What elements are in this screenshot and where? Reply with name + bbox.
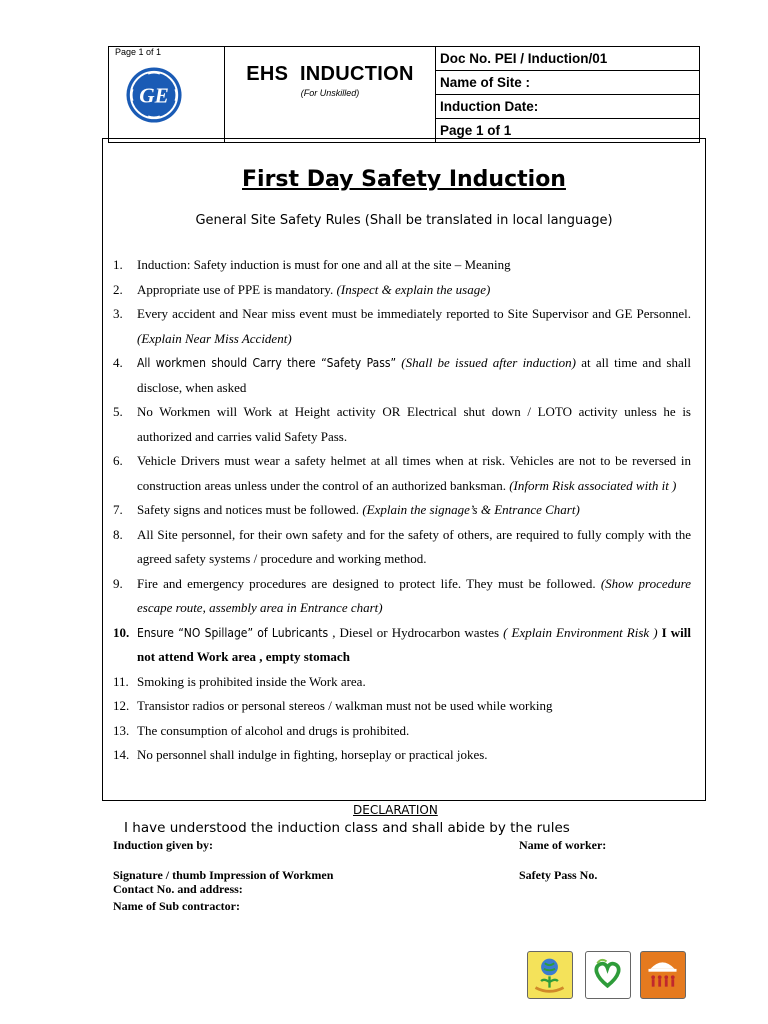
rule-number: 14. [113, 747, 130, 762]
rule-text: Fire and emergency procedures are designed to protect life. They must be followed. [137, 575, 601, 591]
rule-number: 3. [113, 306, 123, 321]
induction-given-by-label: Induction given by: [113, 838, 214, 852]
rule-number: 7. [113, 502, 123, 517]
rule-number: 11. [113, 673, 129, 689]
heart-hands-icon [585, 951, 631, 999]
rule-number: 1. [113, 257, 123, 272]
rule-text: Transistor radios or personal stereos / walkman must not be used while working [137, 698, 553, 713]
rule-item [113, 572, 691, 621]
header-title: EHS INDUCTION [246, 63, 414, 85]
rule-item [113, 670, 691, 695]
rule-number: 4. [113, 355, 123, 370]
rule-number: 2. [113, 281, 123, 297]
declaration-heading: DECLARATION [353, 803, 438, 817]
rule-item [113, 498, 691, 523]
rule-item [113, 694, 691, 719]
rule-note: (Explain Near Miss Accident) [137, 330, 292, 346]
rule-item [113, 351, 691, 400]
rule-text: Vehicle Drivers must wear a safety helmet at all times when at risk. Vehicles are not to be reversed in construction areas unless under the control of an authorized banksman. [137, 453, 691, 493]
rule-item [113, 449, 691, 498]
page-number: Page 1 of 1 [436, 119, 700, 143]
page-subtitle: General Site Safety Rules (Shall be translated in local language) [195, 213, 613, 228]
rule-number: 9. [113, 575, 123, 591]
logo-lettering: GE [139, 83, 169, 108]
doc-number: Doc No. PEI / Induction/01 [436, 47, 700, 71]
rule-text: Safety signs and notices must be followed. [137, 502, 363, 517]
rule-text: Every accident and Near miss event must be immediately reported to Site Supervisor and GE Personnel. [137, 306, 691, 321]
rule-note: (Inform Risk associated with it ) [509, 477, 677, 493]
rules-list [113, 253, 691, 768]
rule-note: (Inspect & explain the usage) [336, 281, 491, 297]
rule-text: No Workmen will Work at Height activity OR Electrical shut down / LOTO activity unless he is authorized and carries valid Safety Pass. [137, 404, 691, 444]
rule-text: Smoking is prohibited inside the Work area. [137, 673, 366, 689]
rule-item [113, 621, 691, 670]
document-header [108, 46, 700, 143]
rule-number: 8. [113, 526, 123, 542]
rule-note: ( Explain Environment Risk ) [503, 624, 658, 640]
rules-box [102, 138, 706, 801]
rule-number: 5. [113, 404, 123, 419]
site-name-field: Name of Site : [436, 71, 700, 95]
declaration-text: I have understood the induction class and shall abide by the rules [124, 820, 570, 836]
page-title: First Day Safety Induction [242, 167, 566, 192]
rule-text: Induction: Safety induction is must for one and all at the site – Meaning [137, 257, 511, 272]
header-subtitle: (For Unskilled) [300, 88, 360, 98]
rule-item [113, 302, 691, 351]
rule-number: 13. [113, 722, 130, 738]
rule-text: Ensure “NO Spillage” of Lubricants [137, 625, 329, 640]
rule-note: (Explain the signage’s & Entrance Chart) [362, 502, 580, 517]
rule-text: at all time and shall disclose, when asked [137, 355, 691, 395]
rule-text: No personnel shall indulge in fighting, horseplay or practical jokes. [137, 747, 488, 762]
rule-item [113, 400, 691, 449]
rule-text: The consumption of alcohol and drugs is prohibited. [137, 722, 410, 738]
logo-cell [109, 47, 225, 143]
ge-logo [125, 66, 183, 124]
rule-text: , Diesel or Hydrocarbon wastes [328, 624, 504, 640]
helmet-workers-icon [640, 951, 686, 999]
rule-text: Appropriate use of PPE is mandatory. [137, 281, 337, 297]
induction-date-field: Induction Date: [436, 95, 700, 119]
rule-note: (Shall be issued after induction) [401, 355, 577, 370]
rule-text: All workmen should Carry there “Safety Pass” [137, 356, 397, 370]
rule-number: 6. [113, 453, 123, 468]
signature-label: Signature / thumb Impression of Workmen [113, 868, 334, 882]
safety-pass-label: Safety Pass No. [519, 868, 598, 882]
rule-number: 12. [113, 698, 130, 713]
rule-item [113, 719, 691, 744]
rule-item [113, 278, 691, 303]
rule-item [113, 253, 691, 278]
rule-item [113, 523, 691, 572]
worker-name-label: Name of worker: [519, 838, 607, 852]
rule-text: I will not attend Work area , empty stomach [137, 624, 691, 664]
page-indicator-small: Page 1 of 1 [115, 47, 162, 57]
rule-note: (Show procedure escape route, assembly area in Entrance chart) [137, 575, 692, 615]
title-cell [225, 47, 436, 143]
rule-text: All Site personnel, for their own safety and for the safety of others, are required to fully comply with the agreed safety systems / procedure and working method. [137, 526, 691, 566]
contact-label: Contact No. and address: [113, 882, 243, 896]
rule-item [113, 743, 691, 768]
sub-contractor-label: Name of Sub contractor: [113, 899, 240, 913]
globe-plant-icon [527, 951, 573, 999]
rule-number: 10. [113, 624, 130, 640]
